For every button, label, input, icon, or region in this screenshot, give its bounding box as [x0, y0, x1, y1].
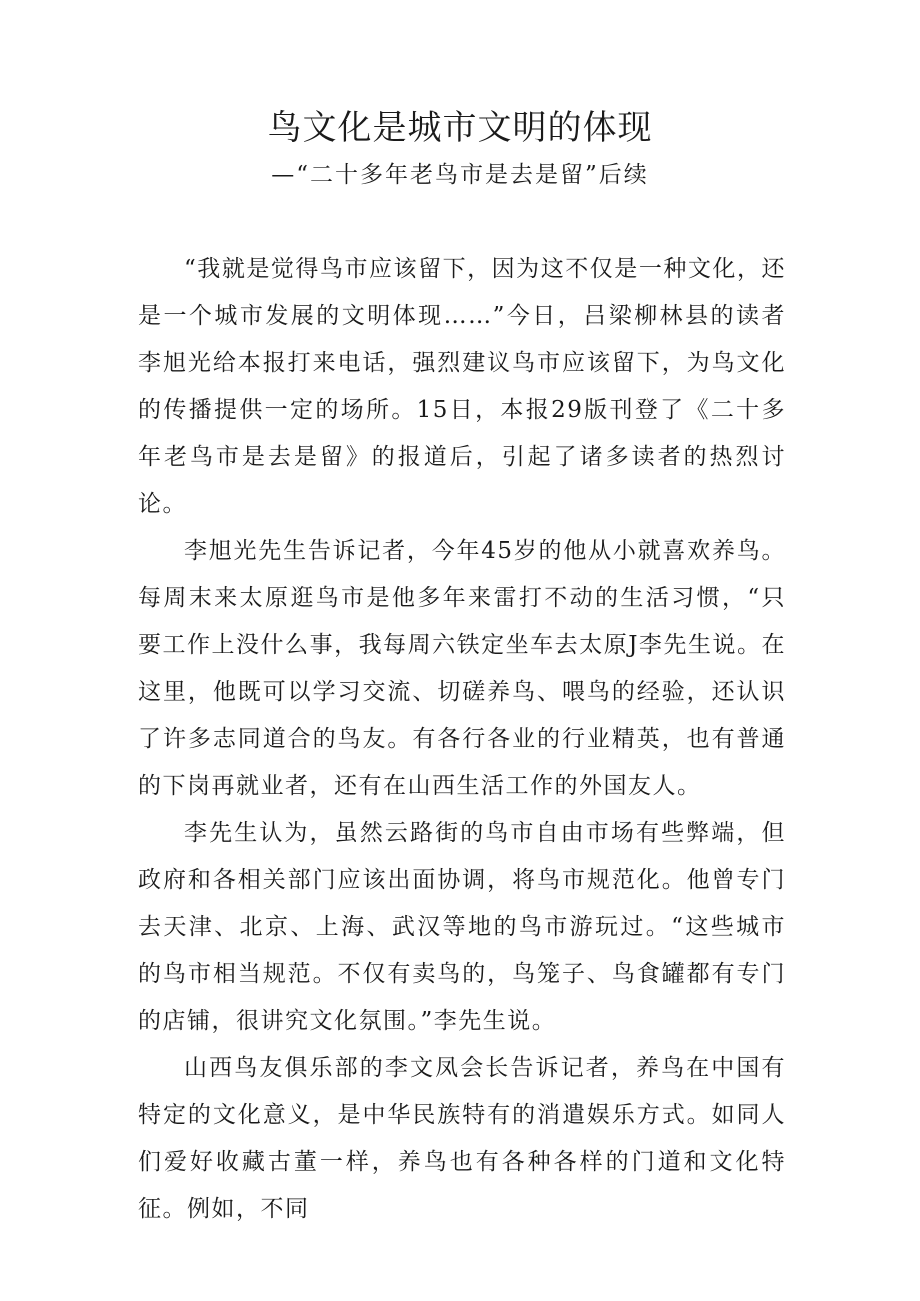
article-body	[138, 246, 786, 1233]
paragraph-4: 山西鸟友俱乐部的李文凤会长告诉记者，养鸟在中国有特定的文化意义，是中华民族特有的消遣娱乐方式。如同人们爱好收藏古董一样，养鸟也有各种各样的门道和文化特征。例如，不同	[138, 1055, 786, 1222]
article-title: 鸟文化是城市文明的体现	[267, 108, 653, 148]
paragraph-1: “我就是觉得鸟市应该留下，因为这不仅是一种文化，还是一个城市发展的文明体现……”今日，吕梁柳林县的读者李旭光给本报打来电话，强烈建议鸟市应该留下，为鸟文化的传播提供一定的场所。15日，本报29版刊登了《二十多年老鸟市是去是留》的报道后，引起了诸多读者的热烈讨论。	[138, 256, 786, 517]
paragraph-2: 李旭光先生告诉记者，今年45岁的他从小就喜欢养鸟。每周末来太原逛鸟市是他多年来雷打不动的生活习惯，“只要工作上没什么事，我每周六铁定坐车去太原J李先生说。在这里，他既可以学习交流、切磋养鸟、喂鸟的经验，还认识了许多志同道合的鸟友。有各行各业的行业精英，也有普通的下岗再就业者，还有在山西生活工作的外国友人。	[138, 538, 786, 799]
paragraph-3: 李先生认为，虽然云路街的鸟市自由市场有些弊端，但政府和各相关部门应该出面协调，将鸟市规范化。他曾专门去天津、北京、上海、武汉等地的鸟市游玩过。“这些城市的鸟市相当规范。不仅有卖鸟的，鸟笼子、鸟食罐都有专门的店铺，很讲究文化氛围。”李先生说。	[138, 820, 786, 1034]
article-subtitle: —“二十多年老鸟市是去是留”后续	[271, 162, 649, 188]
